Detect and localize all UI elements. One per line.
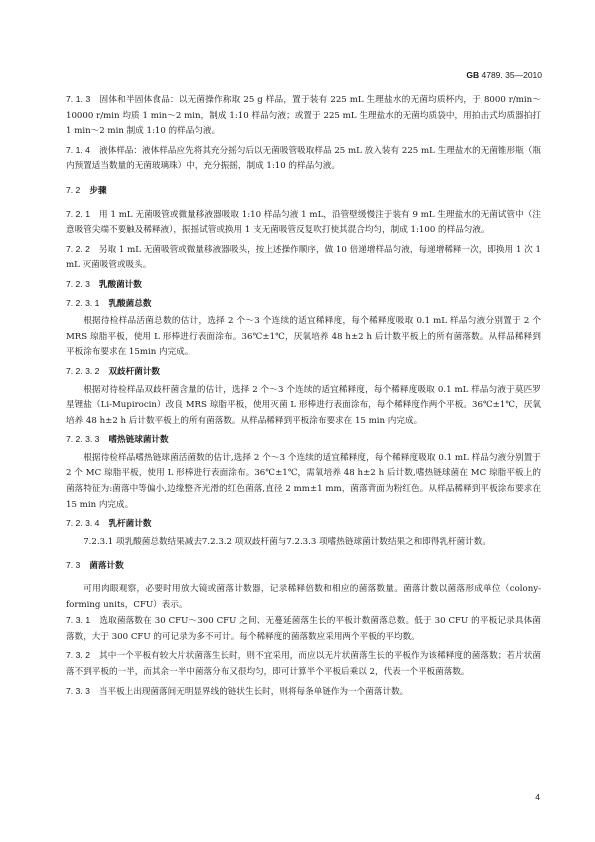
clause-number: 7. 1. 4 <box>66 144 90 155</box>
clause-number: 7. 2. 2 <box>66 243 90 254</box>
section-number: 7. 2. 3. 3 <box>66 434 100 445</box>
section-title: 乳杆菌计数 <box>108 518 152 529</box>
document-body <box>66 92 541 700</box>
clause-7-2-2 <box>66 242 541 274</box>
section-title: 嗜热链球菌计数 <box>108 434 169 445</box>
clause-number: 7. 3. 3 <box>66 685 90 696</box>
section-title: 乳酸菌计数 <box>98 278 142 289</box>
section-heading-7-3 <box>66 558 541 574</box>
clause-7-3-1 <box>66 613 541 645</box>
section-number: 7. 3 <box>66 560 81 571</box>
section-number: 7. 2. 3. 2 <box>66 365 100 376</box>
section-number: 7. 2. 3. 1 <box>66 297 100 308</box>
section-title: 乳酸菌总数 <box>108 297 152 308</box>
paragraph-colony-count: 可用肉眼观察，必要时用放大镜或菌落计数器，记录稀释倍数和相应的菌落数量。菌落计数以菌落形成单位（colony-forming units，CFU）表示。 <box>66 584 541 610</box>
clause-text: 选取菌落数在 30 CFU～300 CFU 之间、无蔓延菌落生长的平板计数菌落总数。低于 30 CFU 的平板记录具体菌落数，大于 300 CFU 的可记录为多不可计。每个稀释度的菌落数应采用两个平板的平均数。 <box>66 616 542 642</box>
section-heading-7-2-3-2 <box>66 364 541 380</box>
section-number: 7. 2. 3. 4 <box>66 518 100 529</box>
section-title: 菌落计数 <box>89 560 124 571</box>
clause-text: 固体和半固体食品：以无菌操作称取 25 g 样品，置于装有 225 mL 生理盐水的无菌均质杯内，于 8000 r/min～10000 r/min 均质 1 min～2 min，制成 1:10 样品匀液；或置于 225 mL 生理盐水的无菌均质袋中，用拍击式均质器拍打 1 min～2 min 制成 1:10 的样品匀液。 <box>66 95 542 137</box>
page-header <box>466 70 542 80</box>
clause-7-2-1 <box>66 207 541 239</box>
section-heading-7-2-3-1 <box>66 296 541 312</box>
clause-text: 液体样品：液体样品应先将其充分摇匀后以无菌吸管吸取样品 25 mL 放入装有 225 mL 生理盐水的无菌锥形瓶（瓶内预置适当数量的无菌玻璃珠）中，充分振摇，制成 1:10 的样品匀液。 <box>66 145 541 172</box>
clause-text: 用 1 mL 无菌吸管或微量移液器吸取 1:10 样品匀液 1 mL，沿管壁缓慢注于装有 9 mL 生理盐水的无菌试管中（注意吸管尖端不要触及稀释液），振摇试管或换用 1 支无菌吸管反复吹打使其混合均匀，制成 1:100 的样品匀液。 <box>66 209 541 236</box>
clause-number: 7. 1. 3 <box>66 94 91 104</box>
clause-7-1-3 <box>66 92 541 140</box>
clause-text: 另取 1 mL 无菌吸管或微量移液器吸头，按上述操作顺序，做 10 倍递增样品匀液，每递增稀释一次，即换用 1 次 1 mL 灭菌吸管或吸头。 <box>66 244 542 271</box>
clause-7-3-2 <box>66 648 541 680</box>
clause-number: 7. 2. 1 <box>66 208 90 219</box>
paragraph-streptococcus: 根据待检样品嗜热链球菌活菌数的估计,选择 2 个～3 个连续的适宜稀释度，每个稀释度吸取 0.1 mL 样品匀液分别置于 2 个 MC 琼脂平板，使用 L 形棒进行表面涂布。36℃±1℃，需氧培养 48 h±2 h 后计数,嗜热链球菌在 MC 琼脂平板上的菌落特征为:菌落中等偏小,边缘整齐光滑的红色菌落,直径 2 mm±1 mm，菌落背面为粉红色。从样品稀释到平板涂布要求在 15 min 内完成。 <box>66 452 541 510</box>
clause-number: 7. 3. 1 <box>66 615 91 626</box>
paragraph-bifidobacterium: 根据对待检样品双歧杆菌含量的估计，选择 2 个～3 个连续的适宜稀释度，每个稀释度吸取 0.1 mL 样品匀液于莫匹罗星锂盐（Li-Mupirocin）改良 MRS 琼脂平板，使用灭菌 L 形棒进行表面涂布，每个稀释度作两个平板。36℃±1℃，厌氧培养 48 h±2 h 后计数平板上的所有菌落数。从样品稀释到平板涂布要求在 15 min 内完成。 <box>66 384 541 426</box>
standard-code: 4789. 35—2010 <box>481 70 542 80</box>
section-number: 7. 2. 3 <box>66 278 90 289</box>
paragraph-lactobacillus: 7.2.3.1 项乳酸菌总数结果减去7.2.3.2 项双歧杆菌与7.2.3.3 项嗜热链球菌计数结果之和即得乳杆菌计数。 <box>83 536 491 547</box>
clause-number: 7. 3. 2 <box>66 650 91 661</box>
clause-text: 其中一个平板有较大片状菌落生长时，则不宜采用，而应以无片状菌落生长的平板作为该稀释度的菌落数；若片状菌落不到平板的一半，而其余一半中菌落分布又很均匀，即可计算半个平板后乘以 2，代表一个平板菌落数。 <box>66 651 541 677</box>
section-title: 双歧杆菌计数 <box>108 365 161 376</box>
section-heading-7-2-3 <box>66 277 541 293</box>
standard-prefix: GB <box>466 70 480 80</box>
page-number: 4 <box>535 792 540 802</box>
section-heading-7-2-3-3 <box>66 432 541 448</box>
clause-7-1-4 <box>66 143 541 175</box>
section-heading-7-2 <box>66 183 541 199</box>
clause-text: 当平板上出现菌落间无明显界线的链状生长时，则将每条单链作为一个菌落计数。 <box>98 686 409 697</box>
clause-7-3-3 <box>66 684 541 701</box>
section-number: 7. 2 <box>66 184 81 195</box>
paragraph-total-lab: 根据待检样品活菌总数的估计，选择 2 个～3 个连续的适宜稀释度，每个稀释度吸取 0.1 mL 样品匀液分别置于 2 个 MRS 琼脂平板，使用 L 形棒进行表面涂布。36℃±1℃，厌氧培养 48 h±2 h 后计数平板上的所有菌落数。从样品稀释到平板涂布要求在 15min 内完成。 <box>66 316 541 358</box>
section-title: 步骤 <box>89 184 107 195</box>
section-heading-7-2-3-4 <box>66 516 541 532</box>
